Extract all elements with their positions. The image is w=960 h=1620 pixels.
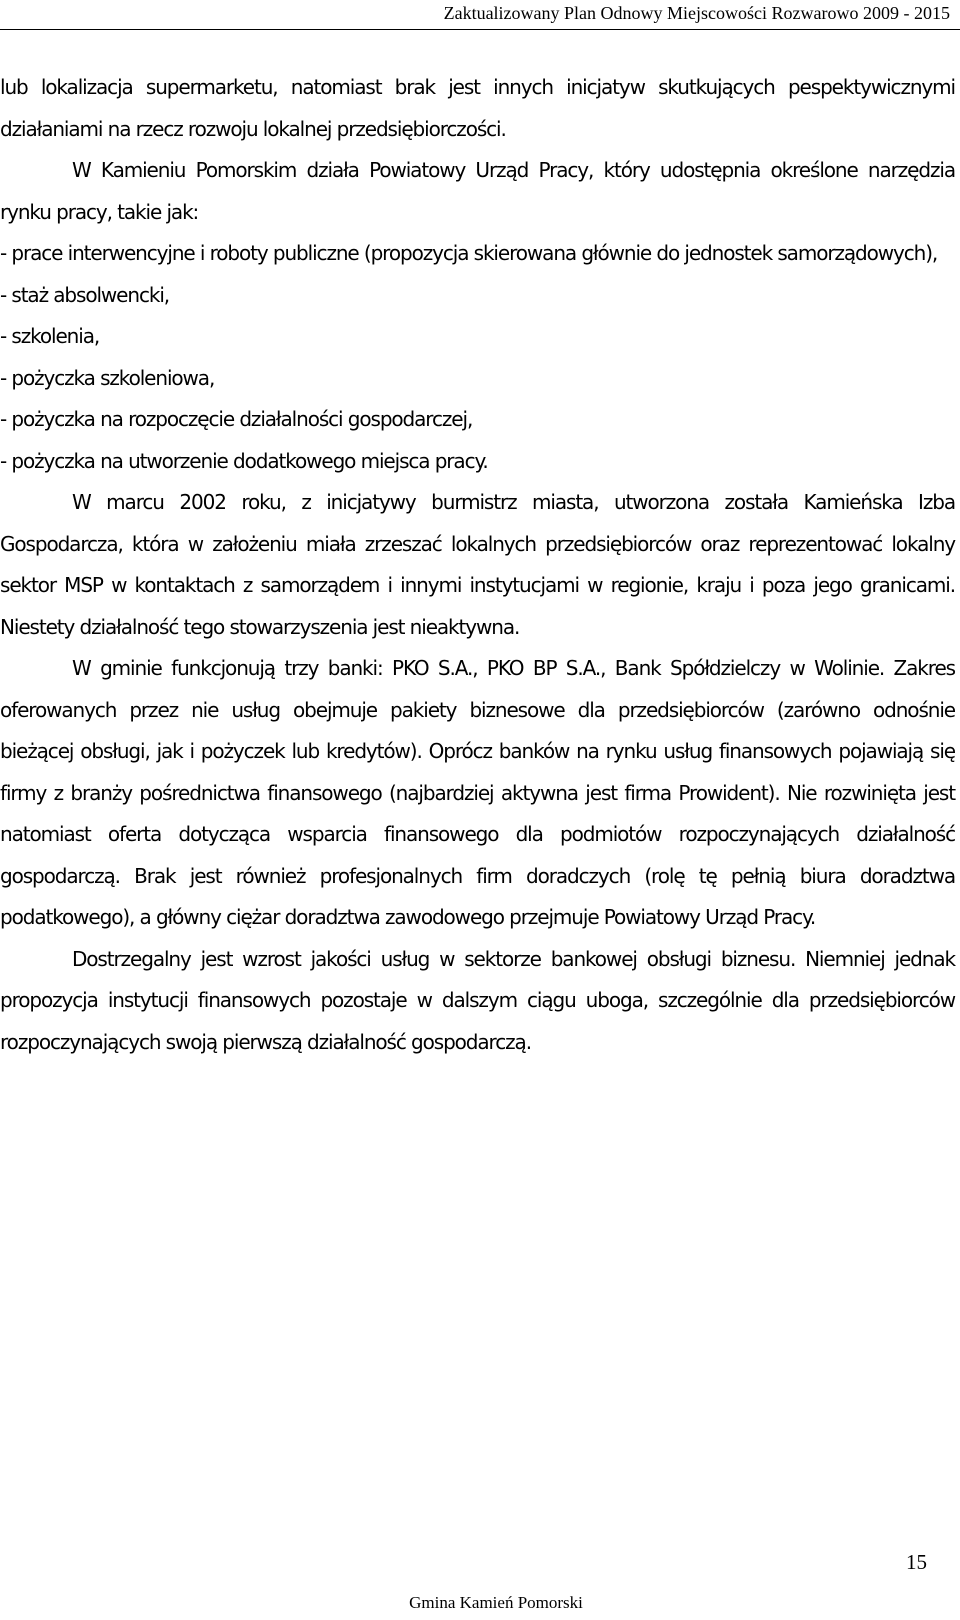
list-item: - szkolenia, [0,324,100,348]
running-header-title: Zaktualizowany Plan Odnowy Miejscowości Rozwarowo 2009 - 2015 [443,3,950,23]
page-footer [0,1592,960,1614]
paragraph-continuation: lub lokalizacja supermarketu, natomiast brak jest innych inicjatyw skutkujących pespektywicznymi działaniami na rzecz rozwoju lokalnej przedsiębiorczości. [0,75,955,141]
list-item: - pożyczka na rozpoczęcie działalności gospodarczej, [0,407,473,431]
header-divider [0,29,960,30]
list-item: - staż absolwencki, [0,282,170,307]
paragraph-labor-office: W Kamieniu Pomorskim działa Powiatowy Urząd Pracy, który udostępnia określone narzędzia rynku pracy, takie jak: [0,158,955,224]
paragraph-quality: Dostrzegalny jest wzrost jakości usług w sektorze bankowej obsługi biznesu. Niemniej jednak propozycja instytucji finansowych pozostaje w dalszym ciągu uboga, szczególnie dla przedsiębiorców rozpoczynających swoją pierwszą działalność gospodarczą. [0,946,955,1054]
footer-text: Gmina Kamień Pomorski [409,1593,583,1612]
list-item: - pożyczka na utworzenie dodatkowego miejsca pracy. [0,448,488,473]
document-body [0,67,955,1063]
page-number: 15 [906,1550,927,1574]
page-header [0,0,960,30]
paragraph-banks: W gminie funkcjonują trzy banki: PKO S.A., PKO BP S.A., Bank Spółdzielczy w Wolinie. Zakres oferowanych przez nie usług obejmuje pakiety biznesowe dla przedsiębiorców (zarówno odnośnie bieżącej obsługi, jak i pożyczek lub kredytów). Oprócz banków na rynku usług finansowych pojawiają się firmy z branży pośrednictwa finansowego (najbardziej aktywna jest firma Prowident). Nie rozwinięta jest natomiast oferta dotycząca wsparcia finansowego dla podmiotów rozpoczynających działalność gospodarczą. Brak jest również profesjonalnych firm doradczych (rolę tę pełnią biura doradztwa podatkowego), a główny ciężar doradztwa zawodowego przejmuje Powiatowy Urząd Pracy. [0,656,955,929]
list-item: - pożyczka szkoleniowa, [0,365,215,390]
paragraph-chamber-of-commerce: W marcu 2002 roku, z inicjatywy burmistrz miasta, utworzona została Kamieńska Izba Gospodarcza, która w założeniu miała zrzeszać lokalnych przedsiębiorców oraz reprezentować lokalny sektor MSP w kontaktach z samorządem i innymi instytucjami w regionie, kraju i poza jego granicami. Niestety działalność tego stowarzyszenia jest nieaktywna. [0,490,955,639]
list-item: - prace interwencyjne i roboty publiczne (propozycja skierowana głównie do jednostek samorządowych), [0,241,938,265]
